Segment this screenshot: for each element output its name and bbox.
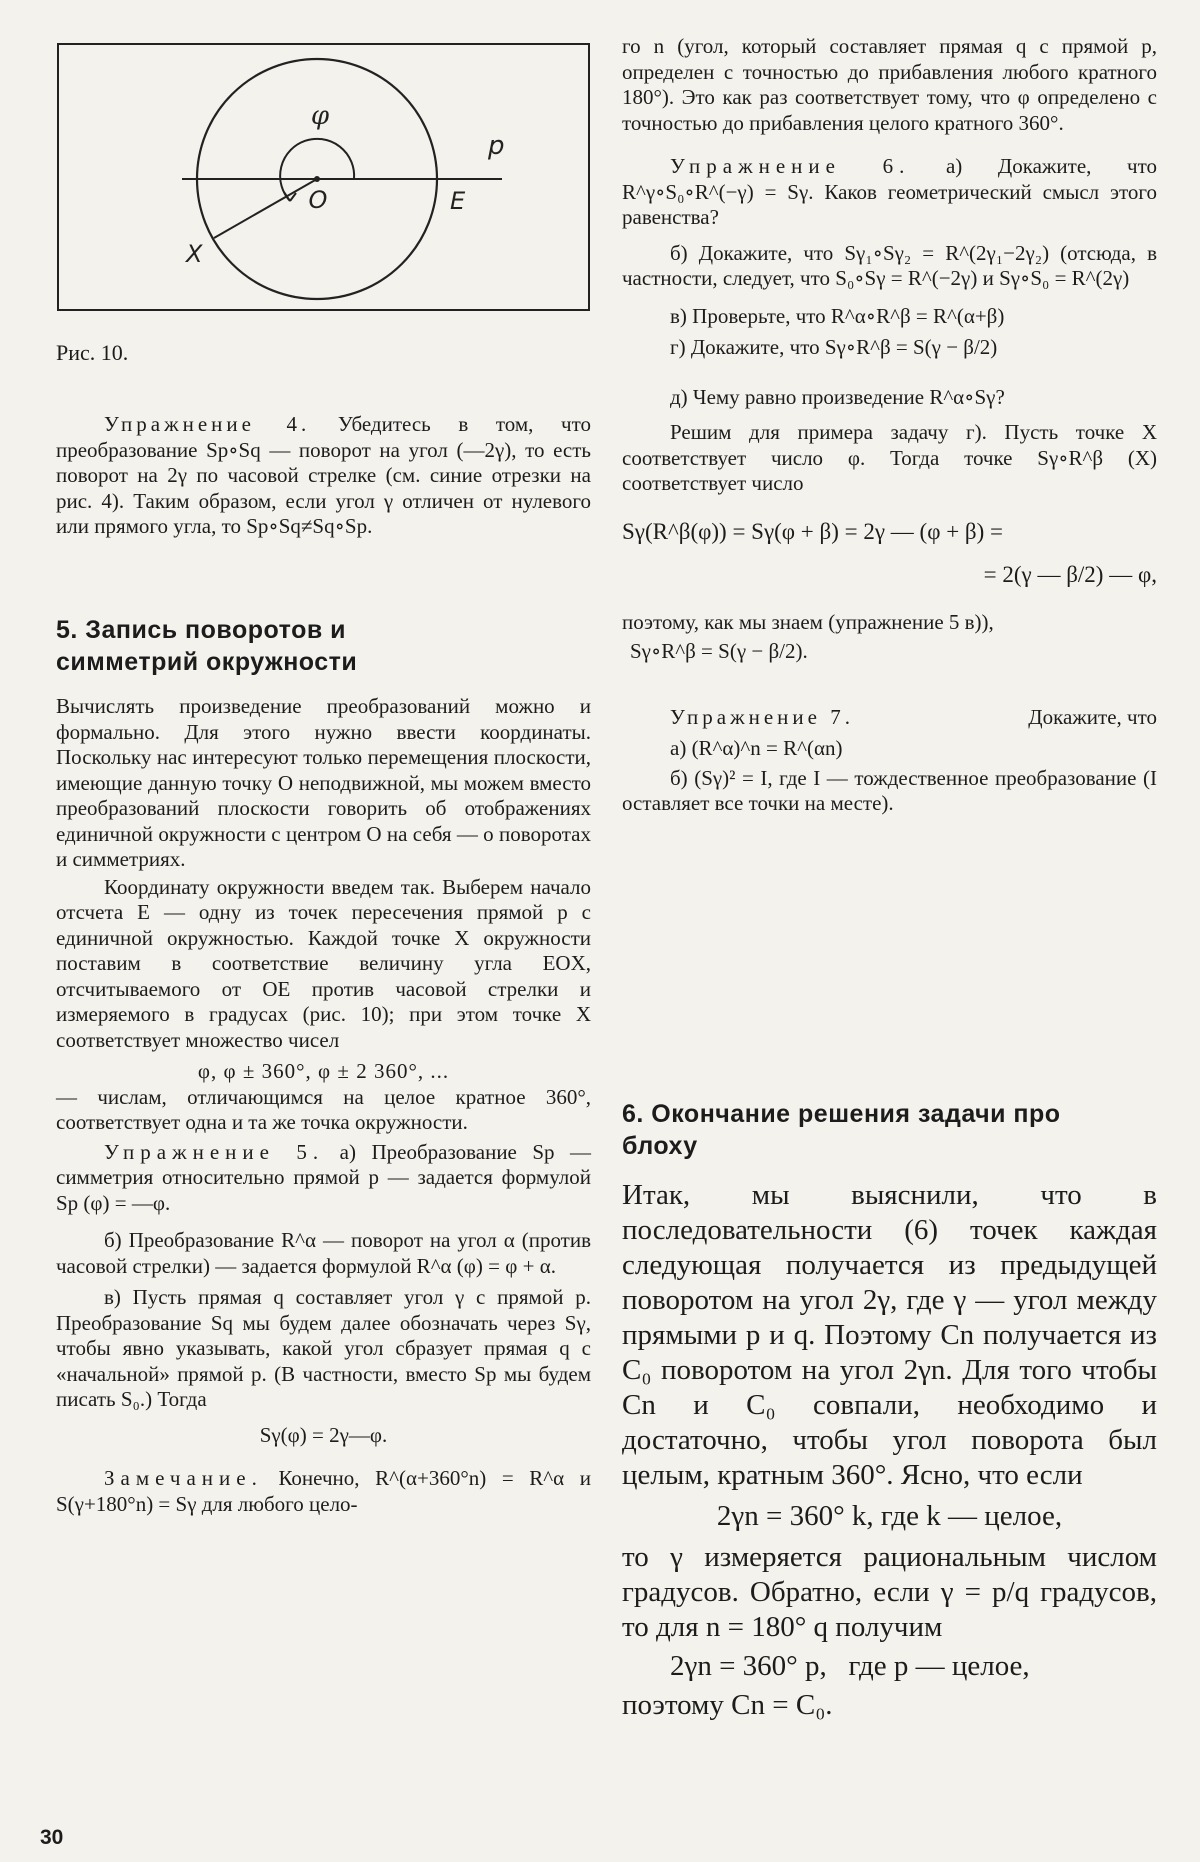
label-phi: φ bbox=[310, 101, 330, 131]
section-6-body bbox=[622, 1178, 1157, 1723]
figure-10 bbox=[56, 42, 591, 312]
solution-formula-1: Sγ(R^β(φ)) = Sγ(φ + β) = 2γ — (φ + β) = bbox=[622, 518, 1004, 544]
solution-text-2: поэтому, как мы знаем (упражнение 5 в)), bbox=[622, 609, 994, 634]
solution-text: Решим для примера задачу г). Пусть точке X соответствует число φ. Тогда точке Sγ∘R^β (X) соответствует число bbox=[622, 420, 1157, 495]
label-o: O bbox=[308, 186, 328, 214]
page-number: 30 bbox=[40, 1826, 64, 1849]
ex6-d: д) Чему равно произведение R^α∘Sγ? bbox=[670, 384, 1005, 409]
section-5-title: 5. Запись поворотов и симметрий окружности bbox=[56, 616, 358, 676]
section-5-body bbox=[56, 694, 591, 1517]
section-6-title: 6. Окончание решения задачи про блоху bbox=[622, 1100, 1061, 1160]
s6-formula-1: 2γn = 360° k, где k — целое, bbox=[716, 1500, 1063, 1532]
s5-paragraph-1: Вычислять произведение преобразований можно и формально. Для этого нужно ввести координаты. Поскольку нас интересуют только перемещения плоскости, имеющие данную точку O неподвижной, мы можем вместо преобразований плоскости говорить об отображениях единичной окружности с центром O на себя — о поворотах и симметриях. bbox=[56, 694, 591, 871]
s5-paragraph-2: Координату окружности введем так. Выберем начало отсчета E — одну из точек пересечения прямой p с единичной окружностью. Каждой точке X окружности поставим в соответствие величину угла EOX, отсчитываемого от OE против часовой стрелки и измеряемого в градусах (рис. 10); при этом точке X соответствует множество чисел bbox=[56, 874, 591, 1052]
ex4-label: Упражнение 4. bbox=[104, 412, 311, 436]
s5-formula: φ, φ ± 360°, φ ± 2 360°, ... bbox=[197, 1059, 450, 1083]
label-e: E bbox=[450, 187, 466, 215]
ex5-label: Упражнение 5. bbox=[104, 1139, 325, 1164]
label-p: p bbox=[488, 131, 505, 161]
solution-formula-3: Sγ∘R^β = S(γ − β/2). bbox=[630, 639, 808, 663]
ex6-label: Упражнение 6. bbox=[670, 154, 911, 178]
ex7-intro: Докажите, что bbox=[1028, 704, 1157, 729]
ex7-a: а) (R^α)^n = R^(αn) bbox=[670, 736, 843, 760]
radius-ox bbox=[214, 179, 317, 238]
ex7-label: Упражнение 7. bbox=[670, 704, 854, 729]
remark-text: Конечно, R^(α+360°n) = R^α и S(γ+180°n) = Sγ для любого цело- bbox=[56, 1466, 591, 1516]
remark-label: Замечание. bbox=[104, 1466, 263, 1490]
s6-paragraph-1: Итак, мы выяснили, что в последовательности (6) точек каждая следующая получается из предыдущей поворотом на угол 2γ, где γ — угол между прямыми p и q. Поэтому Cn получается из C₀ поворотом на угол 2γn. Для того чтобы Cn и C₀ совпали, необходимо и достаточно, чтобы угол поворота был целым, кратным 360°. Ясно, что если bbox=[622, 1179, 1157, 1491]
ex6-a: а) Докажите, что R^γ∘S₀∘R^(−γ) = Sγ. Каков геометрический смысл этого равенства? bbox=[622, 154, 1157, 229]
s6-paragraph-3: поэтому Cn = C₀. bbox=[622, 1689, 833, 1721]
s5-paragraph-3: — числам, отличающимся на целое кратное 360°, соответствует одна и та же точка окружности. bbox=[56, 1084, 591, 1134]
ex5-b: б) Преобразование R^α — поворот на угол α (против часовой стрелки) — задается формулой R^α (φ) = φ + α. bbox=[56, 1228, 591, 1278]
ex5-a: а) Преобразование Sp — симметрия относительно прямой p — задается формулой Sp (φ) = —φ. bbox=[56, 1139, 592, 1215]
continuation-text: го n (угол, который составляет прямая q с прямой p, определен с точностью до прибавления любого кратного 180°). Это как раз соответствует тому, что φ определено с точностью до прибавления целого кратного 360°. bbox=[622, 34, 1157, 135]
s6-paragraph-2: то γ измеряется рациональным числом градусов. Обратно, если γ = p/q градусов, то для n = 180° q получим bbox=[622, 1541, 1157, 1643]
figure-caption: Рис. 10. bbox=[56, 340, 129, 365]
ex6-b: б) Докажите, что Sγ₁∘Sγ₂ = R^(2γ₁−2γ₂) (отсюда, в частности, следует, что S₀∘Sγ = R^(−2γ) и Sγ∘S₀ = R^(2γ) bbox=[622, 240, 1157, 290]
ex7-b: б) (Sγ)² = I, где I — тождественное преобразование (I оставляет все точки на месте). bbox=[622, 765, 1157, 815]
solution-formula-2: = 2(γ — β/2) — φ, bbox=[983, 562, 1157, 587]
ex5-c: в) Пусть прямая q составляет угол γ с прямой p. Преобразование Sq мы будем далее обозначать через Sγ, чтобы явно указывать, какой угол сбразует прямая q с «начальной» прямой p. (В частности, вместо Sp мы будем писать S₀.) Тогда bbox=[56, 1285, 591, 1411]
exercise-4 bbox=[56, 412, 591, 540]
figure-frame bbox=[58, 44, 589, 310]
s6-formula-2: 2γn = 360° p, где p — целое, bbox=[670, 1650, 1030, 1682]
ex6-v: в) Проверьте, что R^α∘R^β = R^(α+β) bbox=[670, 303, 1005, 328]
right-top-block bbox=[622, 34, 1157, 817]
ex4-text: Убедитесь в том, что преобразование Sp∘Sq — поворот на угол (—2γ), то есть поворот на 2γ по часовой стрелке (см. синие отрезки на рис. 4). Таким образом, если угол γ отличен от нулевого или прямого угла, то Sp∘Sq≠Sq∘Sp. bbox=[56, 412, 591, 538]
ex5-formula: Sγ(φ) = 2γ—φ. bbox=[259, 1422, 388, 1447]
ex6-g: г) Докажите, что Sγ∘R^β = S(γ − β/2) bbox=[670, 335, 998, 359]
label-x: X bbox=[186, 240, 203, 268]
